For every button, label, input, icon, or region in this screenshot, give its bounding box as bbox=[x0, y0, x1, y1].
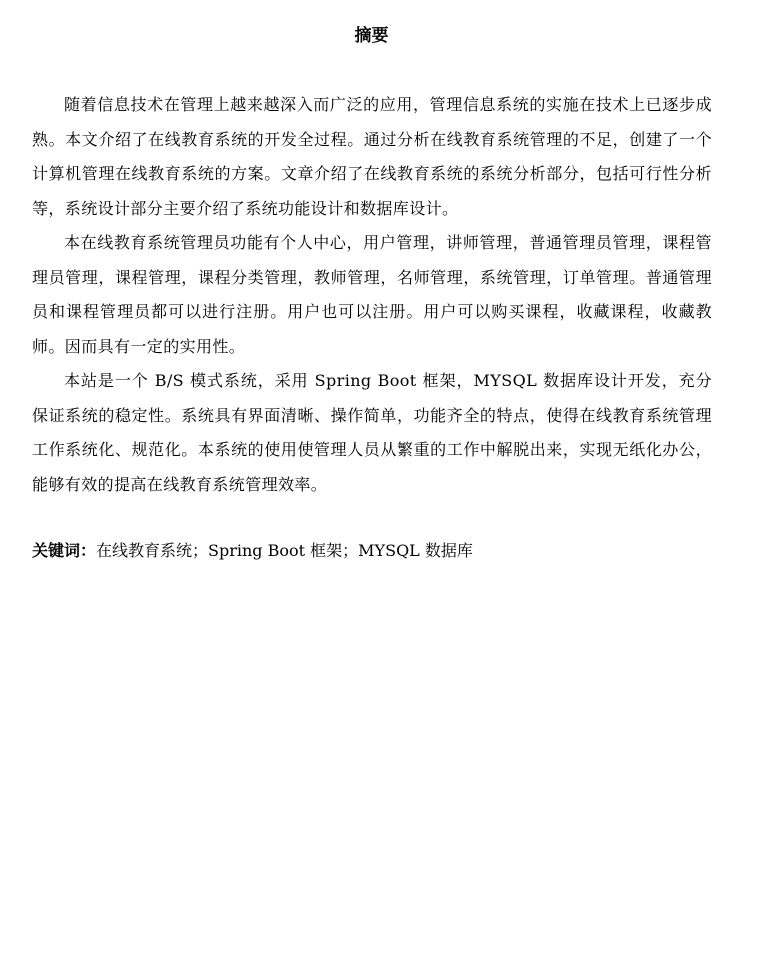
keywords-text: 在线教育系统；Spring Boot 框架；MYSQL 数据库 bbox=[96, 541, 473, 560]
abstract-paragraph-2: 本在线教育系统管理员功能有个人中心，用户管理，讲师管理，普通管理员管理，课程管理员管理，课程管理，课程分类管理，教师管理，名师管理，系统管理，订单管理。普通管理员和课程管理员都可以进行注册。用户也可以注册。用户可以购买课程，收藏课程，收藏教师。因而具有一定的实用性。 bbox=[32, 233, 712, 356]
abstract-body bbox=[32, 88, 712, 502]
page-title: 摘要 bbox=[354, 26, 389, 46]
keywords-label: 关键词： bbox=[32, 541, 97, 560]
abstract-paragraph-1: 随着信息技术在管理上越来越深入而广泛的应用，管理信息系统的实施在技术上已逐步成熟。本文介绍了在线教育系统的开发全过程。通过分析在线教育系统管理的不足，创建了一个计算机管理在线教育系统的方案。文章介绍了在线教育系统的系统分析部分，包括可行性分析等，系统设计部分主要介绍了系统功能设计和数据库设计。 bbox=[32, 95, 712, 218]
keywords-line bbox=[32, 537, 712, 565]
abstract-paragraph-3: 本站是一个 B/S 模式系统，采用 Spring Boot 框架，MYSQL 数据库设计开发，充分保证系统的稳定性。系统具有界面清晰、操作简单，功能齐全的特点，使得在线教育系统管理工作系统化、规范化。本系统的使用使管理人员从繁重的工作中解脱出来，实现无纸化办公，能够有效的提高在线教育系统管理效率。 bbox=[32, 371, 712, 494]
